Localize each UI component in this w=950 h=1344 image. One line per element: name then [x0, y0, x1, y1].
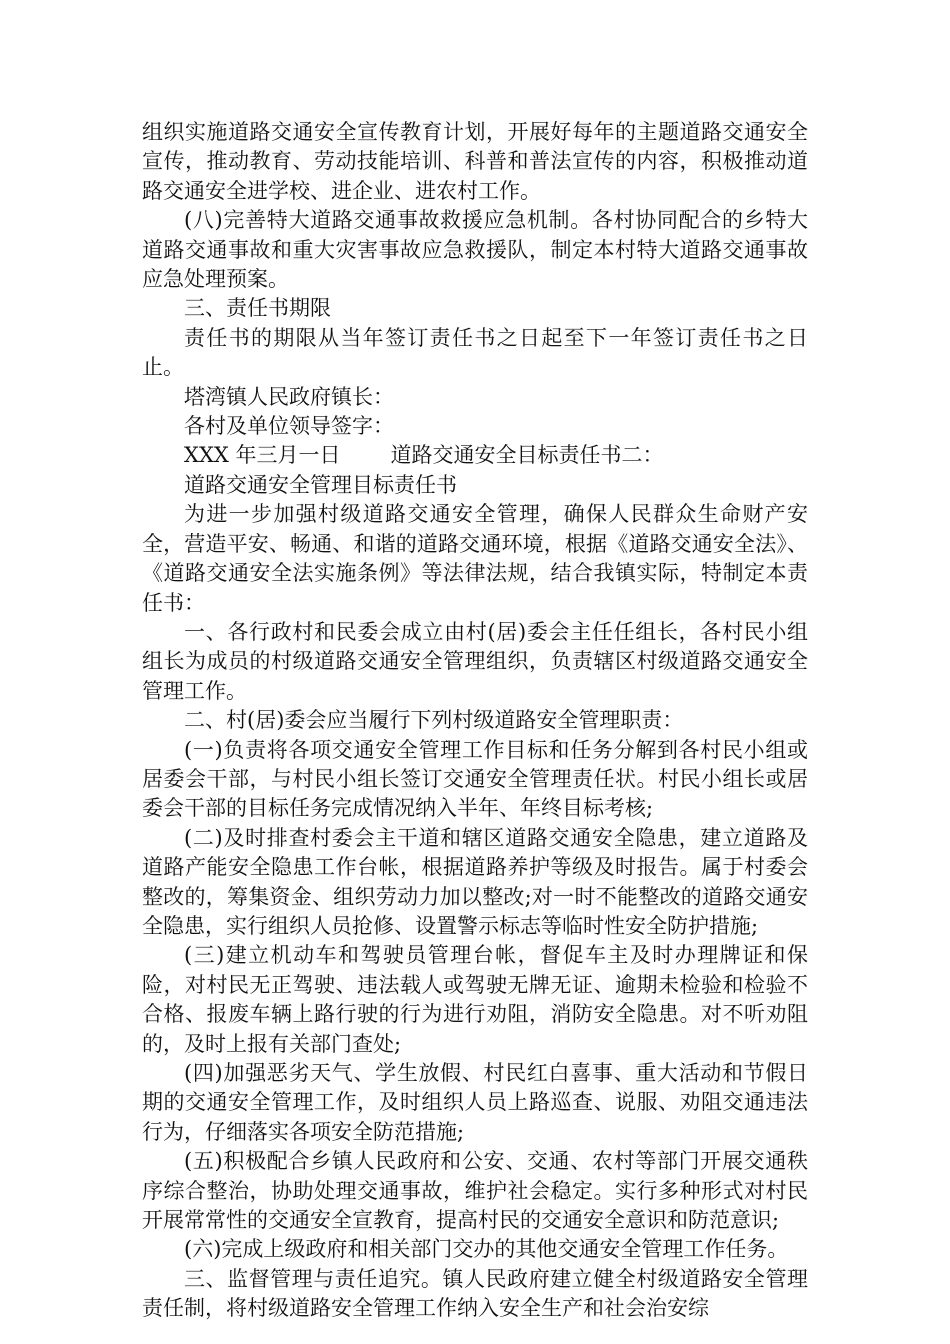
next-title-text: 道路交通安全目标责任书二： — [390, 443, 664, 468]
paragraph-3: 三、责任书期限 — [184, 296, 331, 321]
paragraph-17: 三、监督管理与责任追究。镇人民政府建立健全村级道路安全管理责任制，将村级道路安全管理工作纳入安全生产和社会治安综 — [142, 1266, 808, 1321]
paragraph-16: (六)完成上级政府和相关部门交办的其他交通安全管理工作任务。 — [184, 1237, 789, 1262]
paragraph-5: 塔湾镇人民政府镇长： — [184, 384, 394, 409]
paragraph-13: (三)建立机动车和驾驶员管理台帐，督促车主及时办理牌证和保险，对村民无正驾驶、违法载人或驾驶无牌无证、逾期未检验和检验不合格、报废车辆上路行驶的行为进行劝阻，消防安全隐患。对不听劝阻的，及时上报有关部门查处; — [142, 943, 808, 1056]
paragraph-1: 组织实施道路交通安全宣传教育计划，开展好每年的主题道路交通安全宣传，推动教育、劳动技能培训、科普和普法宣传的内容，积极推动道路交通安全进学校、进企业、进农村工作。 — [142, 120, 808, 203]
paragraph-10: 二、村(居)委会应当履行下列村级道路安全管理职责： — [184, 708, 684, 733]
paragraph-6: 各村及单位领导签字： — [184, 414, 394, 439]
paragraph-15: (五)积极配合乡镇人民政府和公安、交通、农村等部门开展交通秩序综合整治，协助处理交通事故，维护社会稳定。实行多种形式对村民开展常常性的交通安全宣教育，提高村民的交通安全意识和防范意识; — [142, 1149, 808, 1233]
paragraph-11: (一)负责将各项交通安全管理工作目标和任务分解到各村民小组或居委会干部，与村民小组长签订交通安全管理责任状。村民小组长或居委会干部的目标任务完成情况纳入半年、年终目标考核; — [142, 737, 808, 821]
date-text: XXX 年三月一日 — [184, 443, 341, 468]
paragraph-4: 责任书的期限从当年签订责任书之日起至下一年签订责任书之日止。 — [142, 325, 808, 380]
paragraph-9: 一、各行政村和民委会成立由村(居)委会主任任组长，各村民小组组长为成员的村级道路交通安全管理组织，负责辖区村级道路交通安全管理工作。 — [142, 619, 808, 703]
paragraph-2: (八)完善特大道路交通事故救援应急机制。各村协同配合的乡特大道路交通事故和重大灾害事故应急救援队，制定本村特大道路交通事故应急处理预案。 — [142, 208, 808, 292]
document-body — [142, 118, 808, 1324]
paragraph-14: (四)加强恶劣天气、学生放假、村民红白喜事、重大活动和节假日期的交通安全管理工作，及时组织人员上路巡查、说服、劝阻交通违法行为，仔细落实各项安全防范措施; — [142, 1061, 808, 1144]
date-line — [142, 441, 808, 470]
paragraph-8: 为进一步加强村级道路交通安全管理，确保人民群众生命财产安全，营造平安、畅通、和谐的道路交通环境，根据《道路交通安全法》、《道路交通安全法实施条例》等法律法规，结合我镇实际，特制定本责任书： — [142, 502, 808, 615]
paragraph-12: (二)及时排查村委会主干道和辖区道路交通安全隐患，建立道路及道路产能安全隐患工作台帐，根据道路养护等级及时报告。属于村委会整改的，筹集资金、组织劳动力加以整改;对一时不能整改的道路交通安全隐患，实行组织人员抢修、设置警示标志等临时性安全防护措施; — [142, 825, 808, 938]
paragraph-7: 道路交通安全管理目标责任书 — [184, 472, 457, 497]
